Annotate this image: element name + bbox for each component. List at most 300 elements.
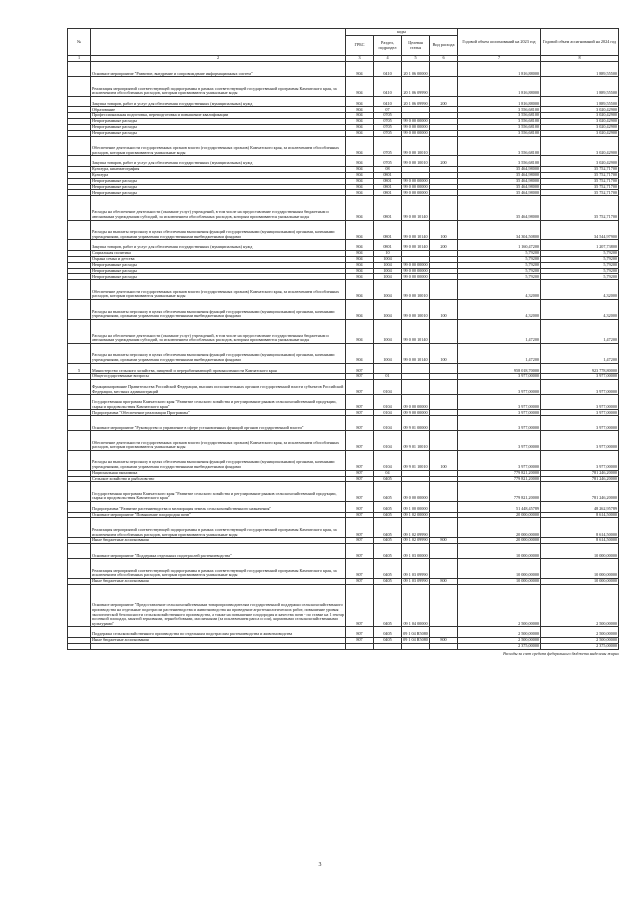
table-body bbox=[68, 56, 619, 650]
table-row bbox=[68, 482, 619, 502]
cell-cs: 99 0 00 10140 bbox=[402, 240, 430, 251]
col-2023-header: Годовой объем ассигнований на 2023 год bbox=[458, 29, 541, 56]
cell-cs: 99 0 00 00000 bbox=[403, 268, 428, 273]
cell-g: 804 bbox=[346, 250, 374, 256]
cell-cs: 20 1 06 09990 bbox=[402, 96, 430, 107]
cell-name: Реализация мероприятий соответствующей подпрограммы в рамках соответствующей государственной программы Камчатского края, за исключением обособленных расходов, которым присваиваются уникальные коды bbox=[91, 518, 346, 538]
cell-cs: 99 0 00 10010 bbox=[402, 136, 430, 156]
cell-y1: 35 464,98000 bbox=[458, 196, 541, 220]
cell-y1: 2 500,00000 bbox=[458, 637, 541, 643]
col-grbs-header: ГРБС bbox=[346, 36, 374, 56]
table-row bbox=[68, 300, 619, 320]
column-index-cell: 2 bbox=[91, 56, 346, 62]
table-row bbox=[68, 343, 619, 363]
cell-y1: 3 977,00000 bbox=[458, 416, 541, 431]
cell-cs: 09 1 03 00000 bbox=[402, 544, 430, 559]
cell-y1: 10 000,00000 bbox=[458, 578, 541, 584]
cell-r: 0405 bbox=[374, 544, 402, 559]
cell-y2: 5,79200 bbox=[541, 250, 619, 256]
cell-y1: 51 448,45789 bbox=[458, 502, 541, 513]
cell-y1: 3 977,00000 bbox=[458, 374, 541, 380]
cell-r: 0410 bbox=[374, 96, 402, 107]
cell-cs: 99 0 00 00000 bbox=[403, 262, 428, 267]
cell-name: Непрограммные расходы bbox=[91, 119, 346, 125]
col-cs-header: Целевая статья bbox=[402, 36, 430, 56]
cell-v bbox=[430, 627, 458, 638]
cell-g: 804 bbox=[346, 262, 374, 268]
cell-r: 0405 bbox=[374, 627, 402, 638]
cell-y2: 1 889,55500 bbox=[541, 77, 619, 97]
cell-no bbox=[68, 240, 91, 251]
cell-r: 0405 bbox=[374, 584, 402, 627]
cell-y1: 3 977,00000 bbox=[458, 450, 541, 470]
cell-r: 1004 bbox=[374, 256, 402, 262]
cell-v: 100 bbox=[430, 450, 458, 470]
table-row bbox=[68, 196, 619, 220]
cell-v bbox=[430, 196, 458, 220]
cell-y2: 8 614,50000 bbox=[541, 512, 619, 518]
cell-y1: 1 816,88000 bbox=[458, 96, 541, 107]
cell-r: 0405 bbox=[374, 538, 402, 544]
cell-no: 5 bbox=[68, 363, 91, 374]
cell-r: 0801 bbox=[374, 240, 402, 251]
cell-y2: 4,32000 bbox=[541, 300, 619, 320]
cell-name: Государственная программа Камчатского края "Развитие сельского хозяйства и регулирование рынков сельскохозяйственной продукции, сырья и продовольствия Камчатского края" bbox=[91, 482, 346, 502]
cell-v bbox=[430, 319, 458, 343]
cell-y1: 35 464,98000 bbox=[458, 166, 541, 172]
table-row bbox=[68, 559, 619, 579]
cell-r: 0705 bbox=[374, 136, 402, 156]
cell-y2: 48 262,95789 bbox=[541, 502, 619, 513]
cell-y2: 2 500,00000 bbox=[541, 584, 619, 627]
cell-name: Обеспечение деятельности государственных органов власти (государственных органов) Камчатского края, за исключением обособленных расходов, которым присваиваются уникальные коды bbox=[91, 280, 346, 300]
cell-r bbox=[374, 363, 402, 374]
cell-no bbox=[68, 450, 91, 470]
cell-g: 807 bbox=[346, 431, 374, 451]
table-row bbox=[68, 156, 619, 167]
cell-no bbox=[68, 518, 91, 538]
cell-no bbox=[68, 380, 91, 395]
cell-g bbox=[346, 643, 374, 649]
cell-cs: 99 0 00 10140 bbox=[402, 220, 430, 240]
cell-name: Непрограммные расходы bbox=[91, 268, 346, 274]
cell-no bbox=[68, 395, 91, 410]
cell-cs: 09 1 02 09990 bbox=[403, 537, 428, 543]
column-index-cell: 6 bbox=[430, 56, 458, 62]
cell-y1: 3 556,68100 bbox=[458, 119, 541, 125]
cell-y1: 35 464,98000 bbox=[458, 190, 541, 196]
table-row bbox=[68, 136, 619, 156]
cell-r: 04 bbox=[374, 470, 402, 476]
cell-v bbox=[430, 544, 458, 559]
cell-cs: 20 1 06 00000 bbox=[402, 62, 430, 77]
cell-name: Расходы на обеспечение деятельности (оказание услуг) учреждений, в том числе на предоставление государственным бюджетным и автономным учреждениям субсидий, за исключением обособленных расходов, которым присваиваются уникальные коды bbox=[91, 196, 346, 220]
cell-name: Основное мероприятие "Поддержка отдельных подотраслей растениеводства" bbox=[91, 544, 346, 559]
cell-y2: 3 020,42900 bbox=[541, 107, 619, 113]
cell-y1: 5,79200 bbox=[458, 274, 541, 280]
cell-name: Общегосударственные вопросы bbox=[91, 374, 346, 380]
cell-g: 807 bbox=[346, 584, 374, 627]
cell-r: 1004 bbox=[374, 319, 402, 343]
cell-y2: 5,79200 bbox=[541, 262, 619, 268]
cell-cs: 09 1 04 R5080 bbox=[402, 627, 430, 638]
cell-v bbox=[430, 77, 458, 97]
cell-r: 1004 bbox=[374, 300, 402, 320]
cell-y2: 35 752,71700 bbox=[541, 196, 619, 220]
cell-r bbox=[374, 643, 402, 649]
cell-y1: 3 556,68100 bbox=[458, 130, 541, 136]
table-row bbox=[68, 627, 619, 638]
table-row bbox=[68, 319, 619, 343]
cell-y1: 5,79200 bbox=[458, 268, 541, 274]
cell-cs: 09 1 02 00000 bbox=[403, 512, 428, 517]
cell-g: 804 bbox=[346, 184, 374, 190]
cell-name: Обеспечение деятельности государственных органов власти (государственных органов) Камчатского края, за исключением обособленных расходов, которым присваиваются уникальные коды bbox=[91, 136, 346, 156]
cell-y2: 10 000,00000 bbox=[541, 559, 619, 579]
table-row bbox=[68, 450, 619, 470]
cell-cs: 09 1 03 09990 bbox=[402, 559, 430, 579]
cell-y2: 1 889,55500 bbox=[541, 96, 619, 107]
cell-cs: 09 0 00 00000 bbox=[402, 482, 430, 502]
cell-name: Реализация мероприятий соответствующей подпрограммы в рамках соответствующей государственной программы Камчатского края, за исключением обособленных расходов, которым присваиваются уникальные коды bbox=[91, 77, 346, 97]
cell-r: 0104 bbox=[374, 416, 402, 431]
cell-v bbox=[430, 363, 458, 374]
cell-y2: 10 000,00000 bbox=[541, 578, 619, 584]
cell-g: 807 bbox=[346, 482, 374, 502]
cell-v: 100 bbox=[430, 343, 458, 363]
col-no-header: № bbox=[68, 29, 91, 56]
cell-name: Непрограммные расходы bbox=[91, 130, 346, 136]
budget-table bbox=[67, 28, 619, 650]
cell-r: 0705 bbox=[374, 119, 402, 125]
cell-r: 0104 bbox=[374, 395, 402, 410]
cell-name: Социальная политика bbox=[91, 250, 346, 256]
cell-name: Подпрограмма "Развитие растениеводства и мелиорация земель сельскохозяйственного назначения" bbox=[91, 502, 346, 513]
cell-no bbox=[68, 431, 91, 451]
cell-r: 0104 bbox=[374, 431, 402, 451]
cell-r: 0405 bbox=[374, 637, 402, 643]
cell-name: Образование bbox=[91, 107, 346, 113]
cell-y2: 781 246,20000 bbox=[541, 476, 619, 482]
cell-g: 807 bbox=[346, 450, 374, 470]
cell-cs: 99 0 00 10140 bbox=[402, 319, 430, 343]
cell-g: 804 bbox=[346, 130, 374, 136]
cell-g: 804 bbox=[346, 300, 374, 320]
cell-y2: 5,79200 bbox=[541, 268, 619, 274]
cell-name bbox=[91, 643, 346, 649]
cell-g: 804 bbox=[346, 196, 374, 220]
cell-y1: 3 977,00000 bbox=[458, 380, 541, 395]
cell-no bbox=[68, 280, 91, 300]
cell-r: 1004 bbox=[374, 268, 402, 274]
cell-g: 804 bbox=[346, 172, 374, 178]
cell-cs: 09 1 00 00000 bbox=[402, 502, 430, 513]
cell-g: 804 bbox=[346, 107, 374, 113]
cell-g: 807 bbox=[346, 559, 374, 579]
cell-name: Закупка товаров, работ и услуг для обеспечения государственных (муниципальных) нужд bbox=[91, 240, 346, 251]
cell-y1: 35 464,98000 bbox=[458, 178, 541, 184]
cell-y1: 20 000,00000 bbox=[458, 538, 541, 544]
cell-r: 1004 bbox=[374, 280, 402, 300]
cell-no bbox=[68, 300, 91, 320]
cell-y2: 3 977,00000 bbox=[541, 380, 619, 395]
cell-cs: 99 0 00 00000 bbox=[403, 118, 428, 124]
cell-y2: 3 020,42900 bbox=[541, 124, 619, 130]
footnote: Расходы за счет средств федерального бюджета выделены жирно bbox=[503, 650, 619, 656]
cell-name: Государственная программа Камчатского края "Развитие сельского хозяйства и регулирование рынков сельскохозяйственной продукции, сырья и продовольствия Камчатского края" bbox=[91, 395, 346, 410]
cell-g: 807 bbox=[346, 502, 374, 513]
cell-name: Закупка товаров, работ и услуг для обеспечения государственных (муниципальных) нужд bbox=[91, 156, 346, 167]
cell-v bbox=[430, 416, 458, 431]
cell-name: Культура, кинематография bbox=[91, 166, 346, 172]
cell-name: Непрограммные расходы bbox=[91, 262, 346, 268]
cell-name: Непрограммные расходы bbox=[91, 184, 346, 190]
cell-y2: 3 977,00000 bbox=[541, 450, 619, 470]
cell-cs: 99 0 00 00000 bbox=[403, 189, 428, 195]
cell-y1: 779 821,20000 bbox=[458, 470, 541, 476]
cell-r: 0405 bbox=[374, 476, 402, 482]
cell-g: 804 bbox=[346, 166, 374, 172]
table-row bbox=[68, 280, 619, 300]
cell-name: Расходы на выплаты персоналу в целях обеспечения выполнения функций государственными (муниципальными) органами, казенными учреждениями, органами управления государственными внебюджетными фондами bbox=[91, 300, 346, 320]
cell-r: 1004 bbox=[374, 343, 402, 363]
cell-cs: 20 1 06 09990 bbox=[402, 77, 430, 97]
cell-no bbox=[68, 559, 91, 579]
cell-g: 804 bbox=[346, 119, 374, 125]
cell-y2: 3 020,42900 bbox=[541, 113, 619, 119]
cell-cs: 99 0 00 00000 bbox=[403, 178, 428, 183]
cell-y2: 3 977,00000 bbox=[541, 374, 619, 380]
cell-cs: 99 0 00 10010 bbox=[402, 280, 430, 300]
cell-y1: 20 000,00000 bbox=[458, 512, 541, 518]
cell-no bbox=[68, 416, 91, 431]
cell-y2: 34 544,97900 bbox=[541, 220, 619, 240]
cell-y1: 1,47200 bbox=[458, 319, 541, 343]
cell-v bbox=[430, 559, 458, 579]
table-row bbox=[68, 240, 619, 251]
cell-y2: 5,79200 bbox=[541, 274, 619, 280]
cell-y2: 1,47200 bbox=[541, 343, 619, 363]
cell-y1: 5,79200 bbox=[458, 256, 541, 262]
cell-y2: 923 778,80000 bbox=[541, 363, 619, 374]
cell-no bbox=[68, 584, 91, 627]
cell-cs: 99 0 00 10010 bbox=[402, 300, 430, 320]
cell-name: Расходы на обеспечение деятельности (оказание услуг) учреждений, в том числе на предоставление государственным бюджетным и автономным учреждениям субсидий, за исключением обособленных расходов, которым присваиваются уникальные коды bbox=[91, 319, 346, 343]
cell-y2: 2 500,00000 bbox=[541, 637, 619, 643]
cell-no bbox=[68, 136, 91, 156]
cell-y2: 3 020,42900 bbox=[541, 130, 619, 136]
cell-v bbox=[430, 380, 458, 395]
cell-g: 807 bbox=[346, 470, 374, 476]
table-row bbox=[68, 380, 619, 395]
cell-no bbox=[68, 156, 91, 167]
cell-y1: 1 160,47200 bbox=[458, 240, 541, 251]
cell-y1: 5,79200 bbox=[458, 262, 541, 268]
cell-cs: 99 0 00 00000 bbox=[403, 124, 428, 130]
cell-y1: 3 556,68100 bbox=[458, 124, 541, 130]
cell-r: 0801 bbox=[374, 196, 402, 220]
cell-g: 807 bbox=[346, 363, 374, 374]
cell-name: Функционирование Правительства Российской Федерации, высших исполнительных органов государственной власти субъектов Российской Федерации, местных администраций bbox=[91, 380, 346, 395]
cell-cs: 09 9 01 10010 bbox=[402, 431, 430, 451]
cell-y1: 779 821,20000 bbox=[458, 482, 541, 502]
cell-name: Основное мероприятие "Повышение плодородия почв" bbox=[91, 512, 346, 518]
table-row bbox=[68, 584, 619, 627]
cell-g: 804 bbox=[346, 268, 374, 274]
cell-cs bbox=[402, 380, 430, 395]
cell-g: 804 bbox=[346, 156, 374, 167]
cell-r: 01 bbox=[374, 374, 402, 380]
cell-v: 100 bbox=[430, 300, 458, 320]
cell-no bbox=[68, 502, 91, 513]
cell-no bbox=[68, 196, 91, 220]
table-row bbox=[68, 431, 619, 451]
cell-y1: 3 977,00000 bbox=[458, 395, 541, 410]
cell-no bbox=[68, 319, 91, 343]
cell-cs: 99 0 00 00000 bbox=[403, 130, 428, 136]
cell-name: Основное мероприятие "Развитие, внедрение и сопровождение информационных систем" bbox=[91, 62, 346, 77]
cell-g: 804 bbox=[346, 62, 374, 77]
cell-y1: 3 556,68100 bbox=[458, 156, 541, 167]
cell-g: 804 bbox=[346, 319, 374, 343]
cell-r: 0705 bbox=[374, 130, 402, 136]
cell-v: 200 bbox=[430, 96, 458, 107]
cell-y2: 8 614,50000 bbox=[541, 518, 619, 538]
cell-no bbox=[68, 482, 91, 502]
table-row bbox=[68, 363, 619, 374]
cell-y1: 3 556,68100 bbox=[458, 136, 541, 156]
cell-r: 0801 bbox=[374, 184, 402, 190]
cell-g: 807 bbox=[346, 374, 374, 380]
column-index-cell: 7 bbox=[458, 56, 541, 62]
cell-name: Профессиональная подготовка, переподготовка и повышение квалификации bbox=[91, 113, 346, 119]
cell-r: 0405 bbox=[374, 518, 402, 538]
cell-cs: 09 1 04 00000 bbox=[402, 584, 430, 627]
cell-name: Непрограммные расходы bbox=[91, 178, 346, 184]
cell-y2: 35 752,71700 bbox=[541, 166, 619, 172]
cell-g: 804 bbox=[346, 220, 374, 240]
cell-g: 807 bbox=[346, 476, 374, 482]
cell-g: 807 bbox=[346, 544, 374, 559]
cell-cs bbox=[402, 643, 430, 649]
cell-name: Национальная экономика bbox=[91, 470, 346, 476]
cell-y2: 2 375,00000 bbox=[541, 643, 619, 649]
cell-g: 807 bbox=[346, 627, 374, 638]
cell-y2: 8 614,50000 bbox=[541, 538, 619, 544]
cell-r: 0410 bbox=[374, 62, 402, 77]
cell-y1: 1 816,88000 bbox=[458, 62, 541, 77]
cell-r: 0104 bbox=[374, 410, 402, 416]
cell-g: 807 bbox=[346, 512, 374, 518]
table-row bbox=[68, 416, 619, 431]
cell-y1: 2 500,00000 bbox=[458, 627, 541, 638]
cell-no bbox=[68, 627, 91, 638]
table-row bbox=[68, 220, 619, 240]
cell-g: 804 bbox=[346, 280, 374, 300]
cell-name: Непрограммные расходы bbox=[91, 190, 346, 196]
cell-name: Иные бюджетные ассигнования bbox=[91, 538, 346, 544]
cell-g: 807 bbox=[346, 416, 374, 431]
cell-cs: 99 0 00 00000 bbox=[403, 273, 428, 279]
cell-r: 0801 bbox=[374, 190, 402, 196]
cell-name: Закупка товаров, работ и услуг для обеспечения государственных (муниципальных) нужд bbox=[91, 96, 346, 107]
table-row bbox=[68, 518, 619, 538]
table-row bbox=[68, 96, 619, 107]
budget-table-sheet bbox=[67, 28, 619, 656]
cell-y1: 3 556,68100 bbox=[458, 113, 541, 119]
cell-g: 804 bbox=[346, 77, 374, 97]
cell-name: Министерство сельского хозяйства, пищевой и перерабатывающей промышленности Камчатского края bbox=[91, 363, 346, 374]
cell-y2: 781 246,20000 bbox=[541, 482, 619, 502]
cell-y2: 3 977,00000 bbox=[541, 395, 619, 410]
cell-y2: 3 977,00000 bbox=[541, 416, 619, 431]
cell-v bbox=[430, 280, 458, 300]
cell-v bbox=[430, 518, 458, 538]
cell-cs: 99 0 00 10140 bbox=[402, 343, 430, 363]
cell-r: 0104 bbox=[374, 450, 402, 470]
cell-r: 0410 bbox=[374, 77, 402, 97]
table-row bbox=[68, 544, 619, 559]
cell-y1: 4,32000 bbox=[458, 280, 541, 300]
cell-g: 804 bbox=[346, 96, 374, 107]
column-index-cell: 3 bbox=[346, 56, 374, 62]
cell-r: 08 bbox=[374, 166, 402, 172]
cell-v: 800 bbox=[430, 637, 458, 643]
cell-cs: 09 9 01 00000 bbox=[402, 416, 430, 431]
cell-g: 807 bbox=[346, 538, 374, 544]
col-name-header bbox=[91, 29, 346, 56]
cell-g: 804 bbox=[346, 124, 374, 130]
cell-r: 0801 bbox=[374, 172, 402, 178]
cell-cs: 99 0 00 10010 bbox=[402, 156, 430, 167]
cell-y1: 779 821,20000 bbox=[458, 476, 541, 482]
cell-y1: 35 464,98000 bbox=[458, 184, 541, 190]
cell-y1: 2 500,00000 bbox=[458, 584, 541, 627]
cell-y2: 3 977,00000 bbox=[541, 431, 619, 451]
cell-no bbox=[68, 220, 91, 240]
cell-y1: 34 304,50800 bbox=[458, 220, 541, 240]
cell-g: 804 bbox=[346, 274, 374, 280]
cell-y1: 10 000,00000 bbox=[458, 544, 541, 559]
col-2024-header: Годовой объем ассигнований на 2024 год bbox=[541, 29, 619, 56]
cell-y2: 10 000,00000 bbox=[541, 544, 619, 559]
cell-g: 804 bbox=[346, 190, 374, 196]
cell-name: Непрограммные расходы bbox=[91, 124, 346, 130]
cell-y1: 10 000,00000 bbox=[458, 559, 541, 579]
cell-no bbox=[68, 62, 91, 77]
cell-cs: 09 1 04 R5080 bbox=[403, 637, 428, 643]
cell-y2: 4,32000 bbox=[541, 280, 619, 300]
cell-no bbox=[68, 343, 91, 363]
cell-y2: 35 752,71700 bbox=[541, 172, 619, 178]
cell-y1: 1 816,88000 bbox=[458, 77, 541, 97]
cell-name: Основное мероприятие "Предоставление сельскохозяйственным товаропроизводителям государственной поддержки сельскохозяйственного производства на отдельные подотрасли растениеводства и животноводства на проведение агротехнологических работ, повышение уровня экологической безопасности сельскохозяйственного производства, а также на повышение плодородия и качества почв - по ставке на 1 гектар посевной площади, занятой зерновыми, зернобобовыми, масличными (за исключением рапса и сои), кормовыми сельскохозяйственными культурами" bbox=[91, 584, 346, 627]
cell-g: 807 bbox=[346, 578, 374, 584]
cell-cs: 09 9 01 10010 bbox=[402, 450, 430, 470]
cell-y2: 35 752,71700 bbox=[541, 178, 619, 184]
cell-r: 0405 bbox=[374, 512, 402, 518]
cell-v: 800 bbox=[430, 538, 458, 544]
cell-y1: 35 464,98000 bbox=[458, 172, 541, 178]
col-vid-header: Вид расхода bbox=[430, 36, 458, 56]
cell-r: 0705 bbox=[374, 113, 402, 119]
cell-g: 807 bbox=[346, 410, 374, 416]
cell-r: 0405 bbox=[374, 578, 402, 584]
cell-g: 804 bbox=[346, 343, 374, 363]
cell-g: 807 bbox=[346, 518, 374, 538]
col-razdel-header: Раздел, подраздел bbox=[374, 36, 402, 56]
cell-no bbox=[68, 643, 91, 649]
